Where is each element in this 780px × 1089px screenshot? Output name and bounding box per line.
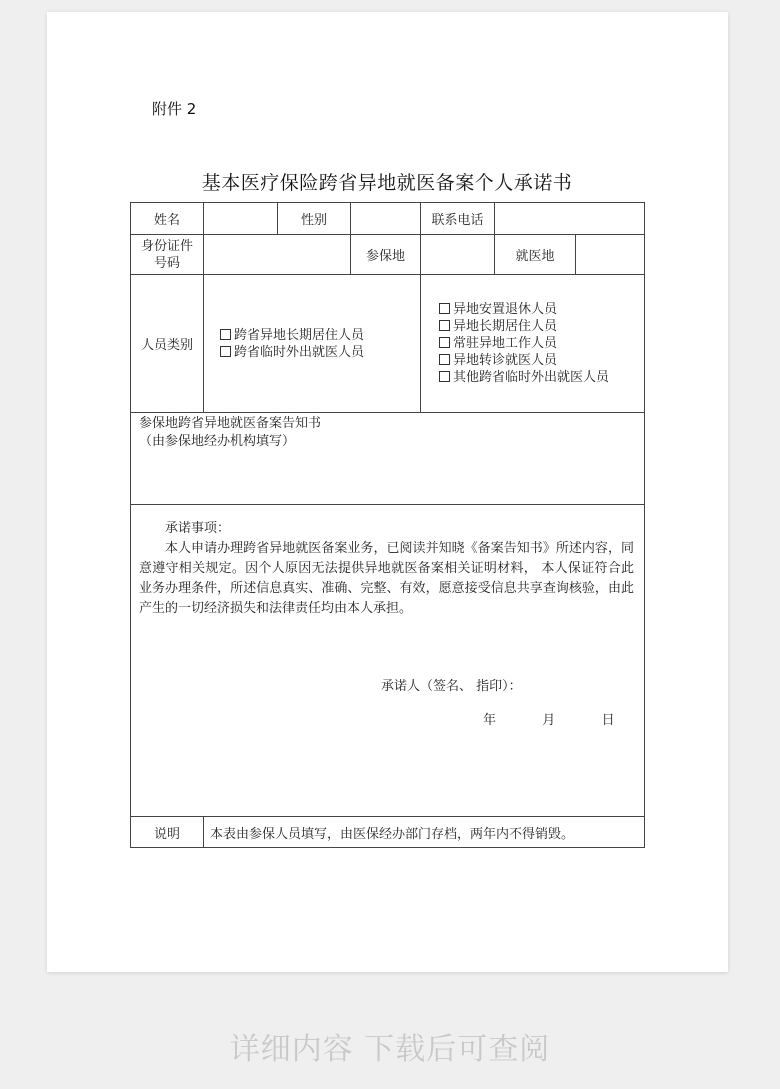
checkbox-icon[interactable] [220,329,231,340]
notice-subtitle: （由参保地经办机构填写） [139,434,296,449]
category-option[interactable] [439,301,644,318]
category-group-left [204,275,421,413]
name-field[interactable] [204,203,278,235]
checkbox-icon[interactable] [439,354,450,365]
checkbox-icon[interactable] [439,371,450,382]
category-option-label: 其他跨省临时外出就医人员 [453,370,610,385]
name-label: 姓名 [131,203,204,235]
category-option[interactable] [439,369,644,386]
medical-place-label: 就医地 [495,235,576,275]
date-day: 日 [601,713,615,728]
date-year: 年 [483,713,497,728]
insured-place-field[interactable] [421,235,495,275]
date-line[interactable] [483,711,615,731]
id-field[interactable] [204,235,351,275]
download-hint: 详细内容 下载后可查阅 [229,1032,551,1067]
insured-place-label: 参保地 [351,235,421,275]
id-label-line1: 身份证件 [140,238,193,254]
row-promise [131,505,645,817]
checkbox-icon[interactable] [439,303,450,314]
date-month: 月 [542,713,556,728]
category-group-right [421,275,645,413]
category-option[interactable] [439,335,644,352]
document-title: 基本医疗保险跨省异地就医备案个人承诺书 [201,172,573,194]
category-option-label: 异地长期居住人员 [453,319,558,334]
notice-cell[interactable] [131,413,645,505]
gender-label: 性别 [278,203,351,235]
id-label-line2: 号码 [153,255,180,271]
remark-label: 说明 [131,817,204,848]
commitment-form [130,202,645,848]
category-option[interactable] [439,352,644,369]
category-option-label: 跨省临时外出就医人员 [234,344,365,360]
category-option[interactable] [220,327,420,344]
category-label: 人员类别 [131,275,204,413]
category-option[interactable] [439,318,644,335]
row-notice [131,413,645,505]
category-option-label: 异地转诊就医人员 [453,353,558,368]
phone-label: 联系电话 [421,203,495,235]
row-basic-info [131,203,645,235]
category-option-label: 跨省异地长期居住人员 [234,327,365,343]
signer-label: 承诺人（签名、 指印）： [381,679,522,694]
phone-field[interactable] [495,203,645,235]
gender-field[interactable] [351,203,421,235]
category-option[interactable] [220,344,420,361]
row-category [131,275,645,413]
promise-title: 承诺事项： [165,521,231,536]
attachment-label: 附件 2 [152,100,197,118]
promise-body: 本人申请办理跨省异地就医备案业务，已阅读并知晓《备案告知书》所述内容，同意遵守相关规定。因个人原因无法提供异地就医备案相关证明材料， 本人保证符合此业务办理条件，所述信息真实、准确、完整、有效，愿意接受信息共享查询核验，由此产生的一切经济损失和法律责任均由本人承担。 [139,541,634,616]
remark-text: 本表由参保人员填写，由医保经办部门存档，两年内不得销毁。 [204,817,645,848]
category-option-label: 常驻异地工作人员 [453,336,558,351]
row-remark [131,817,645,848]
notice-title: 参保地跨省异地就医备案告知书 [139,416,322,431]
row-id-info [131,235,645,275]
id-label [131,235,204,275]
checkbox-icon[interactable] [439,337,450,348]
category-option-label: 异地安置退休人员 [453,302,558,317]
checkbox-icon[interactable] [220,346,231,357]
checkbox-icon[interactable] [439,320,450,331]
medical-place-field[interactable] [576,235,645,275]
promise-cell [131,505,645,817]
